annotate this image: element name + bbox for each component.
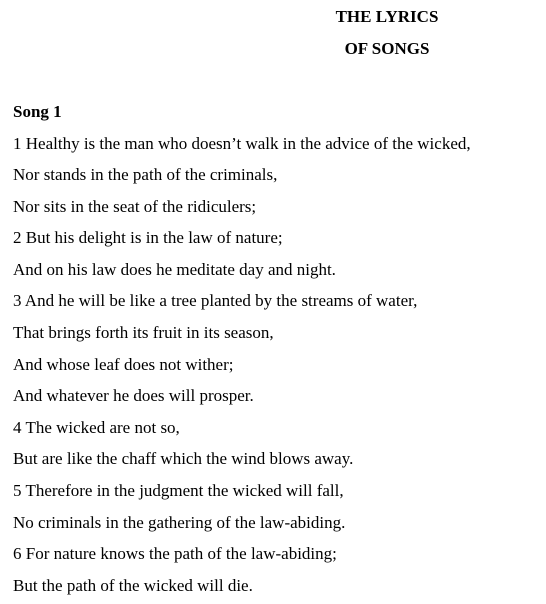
title-line-2: OF SONGS [344, 38, 430, 58]
song-heading: Song 1 [13, 102, 62, 121]
lyric-line: No criminals in the gathering of the law-abiding. [13, 512, 346, 532]
lyric-line: 3 And he will be like a tree planted by the streams of water, [13, 291, 418, 311]
lyric-line: 2 But his delight is in the law of nature; [13, 228, 283, 248]
lyric-line: And whose leaf does not wither; [13, 354, 234, 374]
lyric-line: 5 Therefore in the judgment the wicked will fall, [13, 481, 344, 501]
lyric-line: And whatever he does will prosper. [13, 386, 254, 406]
lyrics-list [13, 128, 471, 602]
lyric-line: But are like the chaff which the wind blows away. [13, 449, 354, 469]
lyric-line: 6 For nature knows the path of the law-abiding; [13, 544, 337, 564]
lyric-line: That brings forth its fruit in its season, [13, 323, 274, 343]
lyric-line: And on his law does he meditate day and night. [13, 259, 336, 279]
title-line-1: THE LYRICS [335, 7, 439, 26]
lyric-line: Nor stands in the path of the criminals, [13, 165, 278, 185]
lyric-line: 4 The wicked are not so, [13, 417, 180, 437]
lyric-line: Nor sits in the seat of the ridiculers; [13, 196, 257, 216]
lyric-line: But the path of the wicked will die. [13, 575, 253, 595]
document-title [240, 1, 534, 64]
lyric-line: 1 Healthy is the man who doesn’t walk in the advice of the wicked, [13, 133, 471, 153]
